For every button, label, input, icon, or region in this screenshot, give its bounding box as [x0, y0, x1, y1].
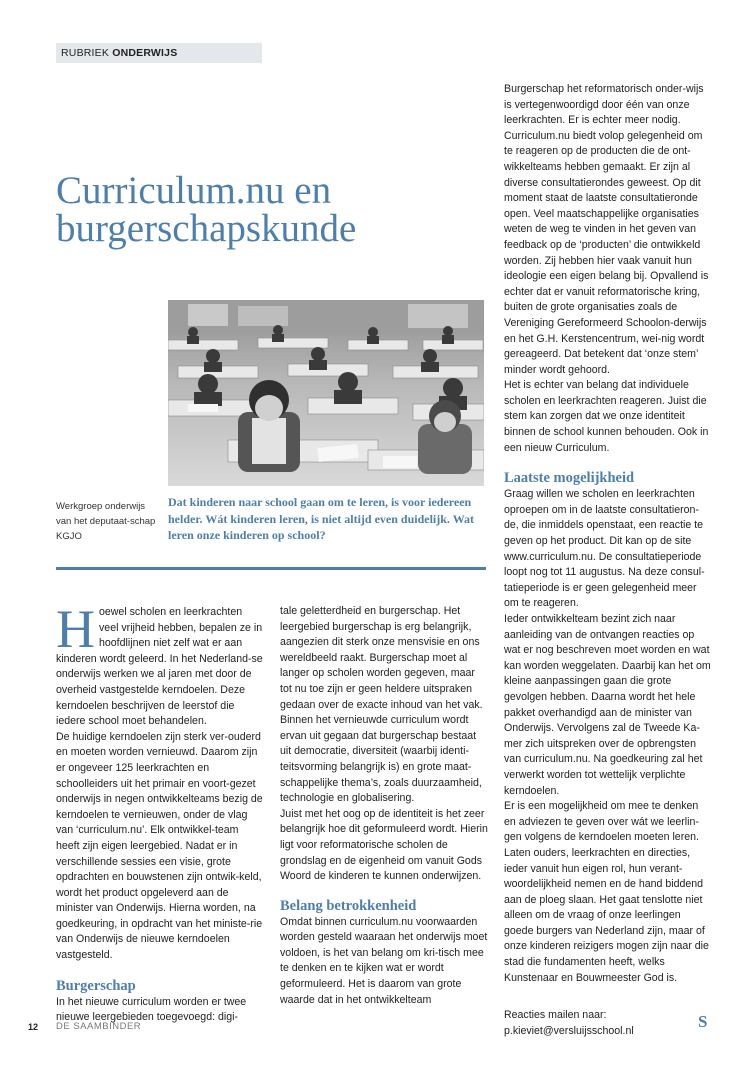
title-line-2: burgerschapskunde	[56, 207, 357, 250]
classroom-photo	[168, 300, 484, 486]
paragraph: Burgerschap het reformatorisch onder-wijs is vertegenwoordigd door één van onze leerkrachten. Er is echter meer nodig. Curriculum.nu biedt volop gelegenheid om te reageren op de producten die de ont-wikkelteams hebben gemaakt. Er zijn al diverse consultatierondes geweest. Op dit moment staat de laatste consultatieronde open. Veel maatschappelijke organisaties weten de weg te vinden in het geven van feedback op de ‘producten’ die ontwikkeld worden. Zij hebben hier vaak vanuit hun ideologie een eigen belang bij. Opvallend is echter dat er vanuit reformatorische kring, buiten de grote organisaties zoals de Vereniging Gereformeerd Schoolon-derwijs en het G.H. Kerstencentrum, wei-nig wordt gereageerd. Dat betekent dat ‘onze stem’ minder wordt gehoord.	[504, 83, 709, 376]
paragraph: tale geletterdheid en burgerschap. Het leergebied burgerschap is erg belangrijk, aangezien dit sterk onze mensvisie en ons wereldbeeld raakt. Burgerschap moet al langer op scholen worden gegeven, maar tot nu toe zijn er geen heldere uitspraken gedaan over de exacte inhoud van het vak. Binnen het vernieuwde curriculum wordt ervan uit gegaan dat burgerschap bestaat uit democratie, diversiteit (waarbij identi-teitsvorming belangrijk is) en grote maat-schappelijke thema’s, zoals duurzaamheid, technologie en globalisering.	[280, 605, 483, 805]
magazine-name: DE SAAMBINDER	[56, 1021, 142, 1032]
subheading-laatste-mogelijkheid: Laatste mogelijkheid	[504, 470, 635, 487]
saambinder-s-icon: S	[698, 1012, 708, 1031]
paragraph: Juist met het oog op de identiteit is het zeer belangrijk hoe dit geformuleerd wordt. Hierin ligt voor reformatorische scholen de grondslag en de eigenheid om vanuit Gods Woord de kinderen te kunnen onderwijzen.	[280, 807, 488, 883]
section-tag	[56, 43, 262, 63]
title-line-1: Curriculum.nu en	[56, 169, 332, 212]
paragraph	[56, 599, 264, 730]
section-name: ONDERWIJS	[112, 47, 178, 59]
classroom-photo-image	[168, 300, 484, 486]
paragraph: Het is echter van belang dat individuele scholen en leerkrachten reageren. Juist die stem kan zorgen dat we onze identiteit binnen de school kunnen behouden. Ook in een nieuw Curriculum.	[504, 379, 709, 454]
column-1	[56, 599, 264, 1026]
column-2	[280, 604, 488, 1008]
page-number: 12	[28, 1022, 39, 1032]
article-title	[56, 169, 476, 250]
subheading-burgerschap: Burgerschap	[56, 977, 136, 994]
photo-caption: Werkgroep onderwijs van het deputaat-schap KGJO	[56, 501, 156, 542]
paragraph-text: oewel scholen en leerkrachten veel vrijheid hebben, bepalen ze in hoofdlijnen niet zelf wat er aan kinderen wordt geleerd. In het Nederland-se onderwijs werken we al jaren met door de overheid vastgestelde kerndoelen. Deze kerndoelen beschrijven de leerstof die iedere school moet behandelen.	[56, 606, 263, 728]
column-3	[504, 82, 712, 1039]
paragraph: In het nieuwe curriculum worden er twee nieuwe leergebieden toegevoegd: digi-	[56, 995, 247, 1024]
article-lead: Dat kinderen naar school gaan om te leren, is voor iedereen helder. Wát kinderen leren, is niet altijd even duidelijk. Wat leren onze kinderen op school?	[168, 495, 475, 542]
paragraph: Ieder ontwikkelteam bezint zich naar aanleiding van de ontvangen reacties op wat er nog beschreven moet worden en wat kan worden weggelaten. Daarbij kan het om kleine aanpassingen gaan die grote gevolgen hebben. Daarna wordt het hele pakket overhandigd aan de minister van Onderwijs. Vervolgens zal de Tweede Ka-mer zich uitspreken over de opbrengsten van curriculum.nu. Na goedkeuring zal het verwerkt worden tot wettelijk verplichte kerndoelen.	[504, 613, 711, 797]
rubriek-label: RUBRIEK	[61, 47, 110, 59]
paragraph: Omdat binnen curriculum.nu voorwaarden worden gesteld waaraan het onderwijs moet voldoen, is het van belang om kri-tisch mee te denken en te kijken wat er wordt geformuleerd. Het is daarom van grote waarde dat in het ontwikkelteam	[280, 915, 488, 1006]
contact-label: Reacties mailen naar:	[504, 1009, 607, 1022]
contact-email[interactable]: p.kieviet@versluijsschool.nl	[504, 1024, 634, 1037]
paragraph: De huidige kerndoelen zijn sterk ver-ouderd en moeten worden vernieuwd. Daarom zijn er ongeveer 125 leerkrachten en schoolleiders uit het primair en voort-gezet onderwijs in negen ontwikkelteams bezig de kerndoelen te vernieuwen, onder de vlag van ‘curriculum.nu’. Elk ontwikkel-team heeft zijn eigen leergebied. Nadat er in verschillende sessies een visie, grote opdrachten en bouwstenen zijn ontwik-keld, wordt het product opgeleverd aan de minister van Onderwijs. Hierna worden, na goedkeuring, in opdracht van het ministe-rie van Onderwijs de nieuwe kerndoelen vastgesteld.	[56, 730, 263, 962]
divider	[56, 567, 486, 570]
subheading-belang-betrokkenheid: Belang betrokkenheid	[280, 897, 417, 914]
dropcap: H	[56, 599, 95, 659]
paragraph: Graag willen we scholen en leerkrachten oproepen om in de laatste consultatieron-de, die inmiddels openstaat, een reactie te geven op het product. Dit kan op de site www.curriculum.nu. De consultatieperiode loopt nog tot 11 augustus. Na deze consul-tatieperiode is er geen gelegenheid meer om te reageren.	[504, 488, 705, 610]
paragraph: Er is een mogelijkheid om mee te denken en adviezen te geven over wát we leerlin-gen volgens de kerndoelen moeten leren. Laten ouders, leerkrachten en directies, ieder vanuit hun eigen rol, hun verant-woordelijkheid nemen en de hand biddend aan de ploeg slaan. Het gaat tenslotte niet alleen om de vraag of onze leerlingen goede burgers van Nederland zijn, maar of onze kinderen reizigers mogen zijn naar die stad die fundamenten heeft, welks Kunstenaar en Bouwmeester God is.	[504, 800, 709, 984]
